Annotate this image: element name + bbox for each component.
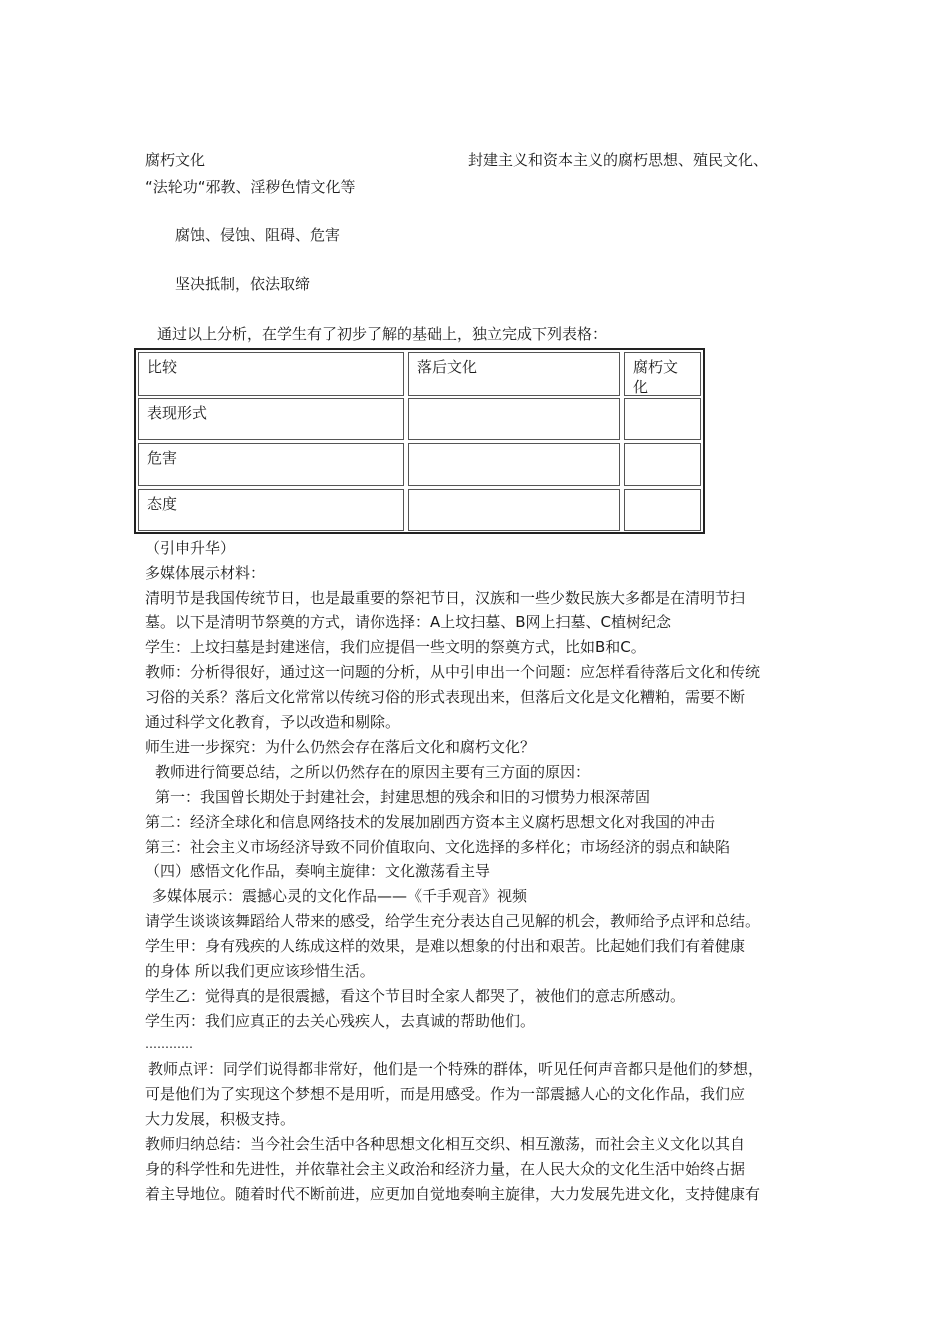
- body-line: 学生：上坟扫墓是封建迷信，我们应提倡一些文明的祭奠方式，比如B和C。: [145, 638, 646, 656]
- table-header-compare: 比较: [138, 352, 404, 396]
- body-line: 第一：我国曾长期处于封建社会，封建思想的残余和旧的习惯势力根深蒂固: [155, 788, 651, 806]
- body-line: 教师点评：同学们说得都非常好，他们是一个特殊的群体，听见任何声音都只是他们的梦想，: [148, 1060, 764, 1078]
- task-instruction: 通过以上分析，在学生有了初步了解的基础上，独立完成下列表格：: [157, 325, 608, 343]
- attitude-line: 坚决抵制，依法取缔: [175, 275, 311, 293]
- body-line: 习俗的关系？落后文化常常以传统习俗的形式表现出来，但落后文化是文化糟粕，需要不断: [145, 688, 746, 706]
- body-line: 请学生谈谈该舞蹈给人带来的感受，给学生充分表达自己见解的机会，教师给予点评和总结。: [145, 912, 761, 930]
- table-cell-empty: [624, 489, 701, 531]
- rotten-culture-description-cont: “法轮功“邪教、淫秽色情文化等: [145, 178, 356, 196]
- table-header-backward: 落后文化: [408, 352, 620, 396]
- body-line: 学生乙：觉得真的是很震撼，看这个节目时全家人都哭了，被他们的意志所感动。: [145, 987, 686, 1005]
- table-cell-empty: [408, 443, 620, 486]
- rotten-culture-description: 封建主义和资本主义的腐朽思想、殖民文化、: [468, 151, 769, 169]
- body-line: 学生丙：我们应真正的去关心残疾人，去真诚的帮助他们。: [145, 1012, 536, 1030]
- body-line: 教师归纳总结：当今社会生活中各种思想文化相互交织、相互激荡，而社会主义文化以其自: [145, 1135, 746, 1153]
- body-line: （引申升华）: [145, 539, 236, 557]
- table-header-rotten: 腐朽文化: [624, 352, 701, 396]
- table-row-label-harm: 危害: [138, 443, 404, 486]
- section-heading: （四）感悟文化作品，奏响主旋律：文化激荡看主导: [145, 862, 491, 880]
- body-line: 教师：分析得很好，通过这一问题的分析，从中引申出一个问题：应怎样看待落后文化和传统: [145, 663, 761, 681]
- body-line: 墓。以下是清明节祭奠的方式，请你选择：A上坟扫墓、B网上扫墓、C植树纪念: [145, 613, 672, 631]
- body-line: 多媒体展示：震撼心灵的文化作品——《千手观音》视频: [152, 887, 528, 905]
- body-line: 可是他们为了实现这个梦想不是用听，而是用感受。作为一部震撼人心的文化作品，我们应: [145, 1085, 746, 1103]
- body-line: 大力发展，积极支持。: [145, 1110, 296, 1128]
- body-line: 教师进行简要总结，之所以仍然存在的原因主要有三方面的原因：: [155, 763, 591, 781]
- body-line: 多媒体展示材料：: [145, 564, 266, 582]
- table-cell-empty: [624, 398, 701, 440]
- body-line: 学生甲：身有残疾的人练成这样的效果，是难以想象的付出和艰苦。比起她们我们有着健康: [145, 937, 746, 955]
- body-line: 师生进一步探究：为什么仍然会存在落后文化和腐朽文化？: [145, 738, 536, 756]
- body-line: 的身体 所以我们更应该珍惜生活。: [145, 962, 375, 980]
- table-cell-empty: [408, 489, 620, 531]
- table-cell-empty: [624, 443, 701, 486]
- body-line: 着主导地位。随着时代不断前进，应更加自觉地奏响主旋律，大力发展先进文化，支持健康有: [145, 1185, 761, 1203]
- body-line: 通过科学文化教育，予以改造和剔除。: [145, 713, 401, 731]
- table-row-label-attitude: 态度: [138, 489, 404, 531]
- ellipsis-line: …………: [145, 1037, 193, 1051]
- body-line: 清明节是我国传统节日，也是最重要的祭祀节日，汉族和一些少数民族大多都是在清明节扫: [145, 589, 746, 607]
- comparison-table: [134, 348, 705, 534]
- body-line: 第二：经济全球化和信息网络技术的发展加剧西方资本主义腐朽思想文化对我国的冲击: [145, 813, 716, 831]
- table-cell-empty: [408, 398, 620, 440]
- harm-line: 腐蚀、侵蚀、阻碍、危害: [175, 226, 341, 244]
- body-line: 身的科学性和先进性，并依靠社会主义政治和经济力量，在人民大众的文化生活中始终占据: [145, 1160, 746, 1178]
- rotten-culture-label: 腐朽文化: [145, 151, 206, 169]
- table-row-label-form: 表现形式: [138, 398, 404, 440]
- body-line: 第三：社会主义市场经济导致不同价值取向、文化选择的多样化；市场经济的弱点和缺陷: [145, 838, 731, 856]
